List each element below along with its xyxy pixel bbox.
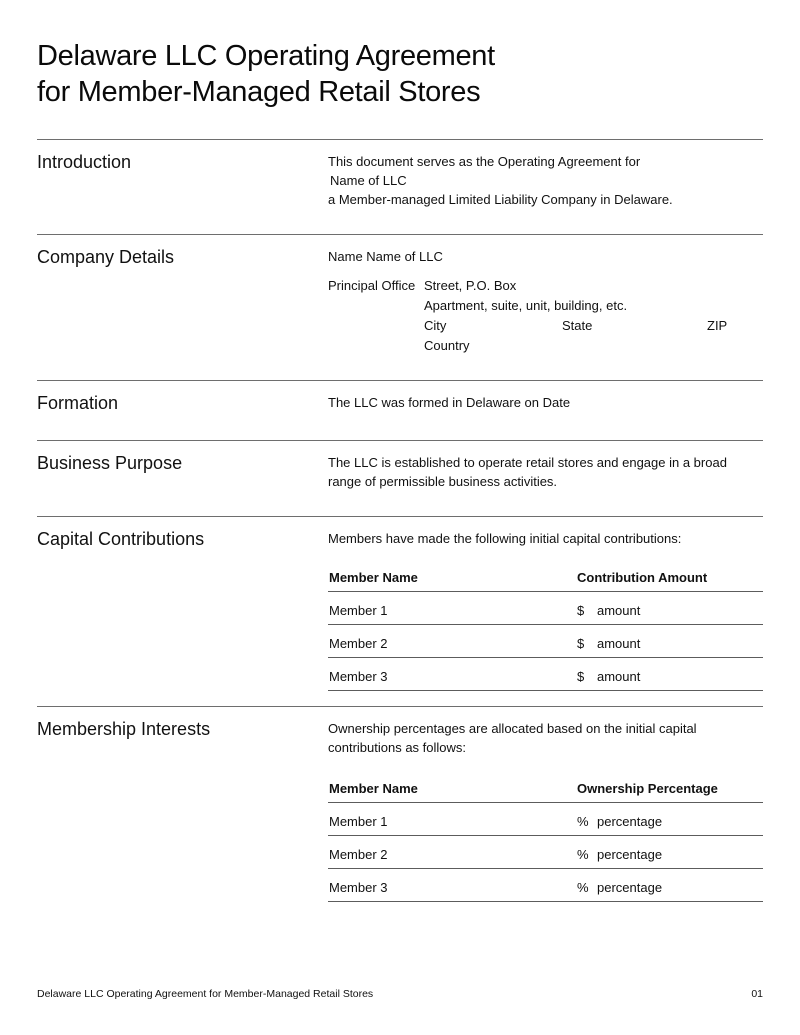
header-contribution-amount: Contribution Amount xyxy=(577,570,708,585)
apartment-field[interactable]: Apartment, suite, unit, building, etc. xyxy=(424,298,628,313)
section-body xyxy=(328,247,763,367)
amount-cell[interactable] xyxy=(577,601,640,620)
table-row xyxy=(328,625,763,658)
title-line-1: Delaware LLC Operating Agreement xyxy=(37,40,495,72)
member-name-cell[interactable]: Member 1 xyxy=(329,814,388,829)
footer-page-number: 01 xyxy=(751,988,763,1000)
country-field[interactable]: Country xyxy=(424,338,470,353)
ownership-table xyxy=(328,771,763,902)
percentage-value[interactable]: percentage xyxy=(597,847,663,862)
state-field[interactable]: State xyxy=(562,318,593,333)
section-label: Introduction xyxy=(37,152,132,172)
amount-value[interactable]: amount xyxy=(597,636,641,651)
section-capital-contributions xyxy=(37,516,763,706)
intro-line-1: This document serves as the Operating Agreement for xyxy=(328,154,641,169)
amount-value[interactable]: amount xyxy=(597,669,641,684)
table-row xyxy=(328,658,763,691)
percentage-cell[interactable] xyxy=(577,812,662,831)
section-business-purpose xyxy=(37,440,763,516)
percentage-value[interactable]: percentage xyxy=(597,880,663,895)
member-name-cell[interactable]: Member 3 xyxy=(329,669,388,684)
table-row xyxy=(328,803,763,836)
table-header-row xyxy=(328,771,763,803)
section-body xyxy=(328,719,763,909)
section-introduction xyxy=(37,139,763,234)
percent-symbol: % xyxy=(577,880,589,895)
dollar-symbol: $ xyxy=(577,603,585,618)
section-body xyxy=(328,152,763,209)
section-body xyxy=(328,453,763,491)
formation-date-text[interactable]: The LLC was formed in Delaware on Date xyxy=(328,395,571,410)
section-label: Capital Contributions xyxy=(37,529,205,549)
table-row xyxy=(328,869,763,902)
title-line-2: for Member-Managed Retail Stores xyxy=(37,76,481,108)
llc-name-field[interactable]: Name of LLC xyxy=(330,173,407,188)
section-label: Membership Interests xyxy=(37,719,211,739)
amount-cell[interactable] xyxy=(577,667,640,686)
member-name-cell[interactable]: Member 3 xyxy=(329,880,388,895)
header-member-name: Member Name xyxy=(329,570,418,585)
purpose-line-2: range of permissible business activities. xyxy=(328,474,558,489)
amount-value[interactable]: amount xyxy=(597,603,641,618)
percent-symbol: % xyxy=(577,814,589,829)
intro-line-3: a Member-managed Limited Liability Company in Delaware. xyxy=(328,192,673,207)
section-company-details xyxy=(37,234,763,380)
company-name-field[interactable]: Name Name of LLC xyxy=(328,249,443,264)
header-ownership-percentage: Ownership Percentage xyxy=(577,781,718,796)
section-label: Formation xyxy=(37,393,119,413)
zip-field[interactable]: ZIP xyxy=(707,318,728,333)
dollar-symbol: $ xyxy=(577,636,585,651)
section-label: Business Purpose xyxy=(37,453,183,473)
member-name-cell[interactable]: Member 1 xyxy=(329,603,388,618)
section-formation xyxy=(37,380,763,440)
member-name-cell[interactable]: Member 2 xyxy=(329,847,388,862)
principal-office-label: Principal Office xyxy=(328,278,416,293)
member-name-cell[interactable]: Member 2 xyxy=(329,636,388,651)
percentage-cell[interactable] xyxy=(577,878,662,897)
street-field[interactable]: Street, P.O. Box xyxy=(424,278,517,293)
membership-intro-line-1: Ownership percentages are allocated based on the initial capital xyxy=(328,721,697,736)
membership-intro-line-2: contributions as follows: xyxy=(328,740,467,755)
section-body xyxy=(328,393,763,412)
contributions-table xyxy=(328,560,763,691)
percentage-value[interactable]: percentage xyxy=(597,814,663,829)
section-label: Company Details xyxy=(37,247,175,267)
percentage-cell[interactable] xyxy=(577,845,662,864)
table-row xyxy=(328,592,763,625)
percent-symbol: % xyxy=(577,847,589,862)
purpose-line-1: The LLC is established to operate retail stores and engage in a broad xyxy=(328,455,727,470)
dollar-symbol: $ xyxy=(577,669,585,684)
city-field[interactable]: City xyxy=(424,318,447,333)
amount-cell[interactable] xyxy=(577,634,640,653)
capital-intro: Members have made the following initial capital contributions: xyxy=(328,531,682,546)
page-title xyxy=(37,38,495,110)
table-header-row xyxy=(328,560,763,592)
section-membership-interests xyxy=(37,706,763,906)
footer-document-title: Delaware LLC Operating Agreement for Member-Managed Retail Stores xyxy=(37,988,374,1000)
section-body xyxy=(328,529,763,699)
table-row xyxy=(328,836,763,869)
header-member-name: Member Name xyxy=(329,781,418,796)
